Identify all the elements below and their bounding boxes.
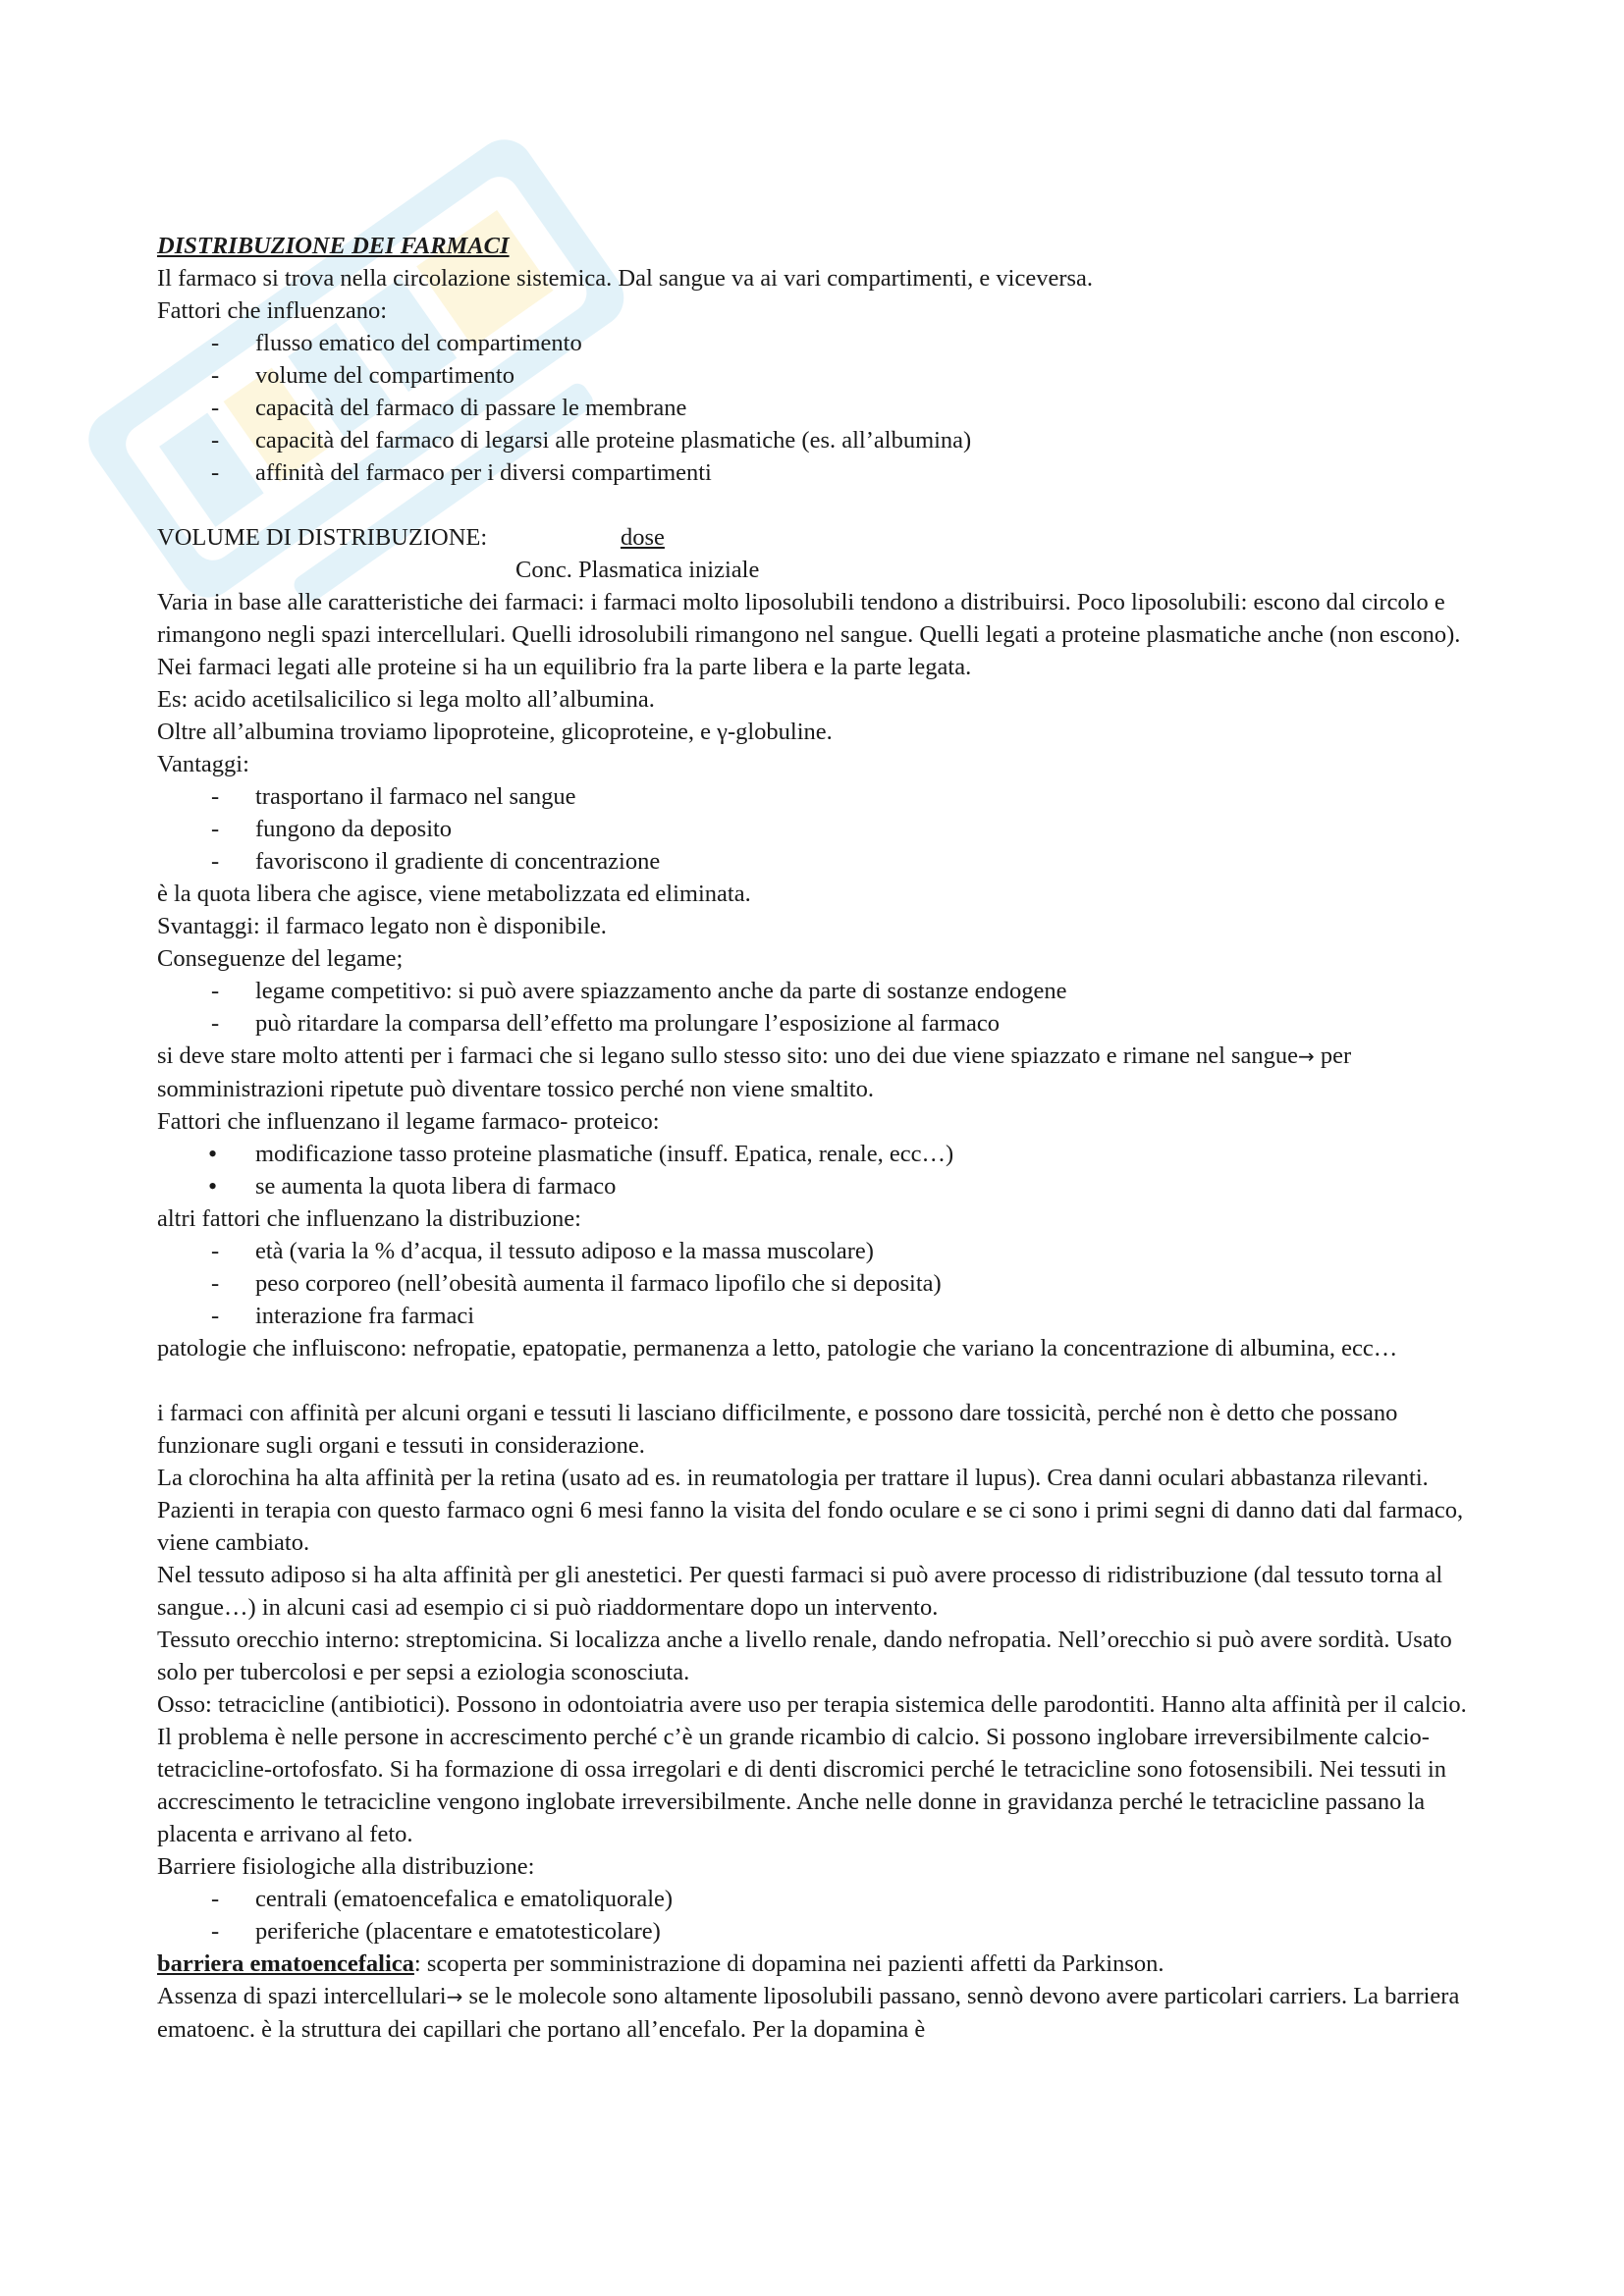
altri-label: altri fattori che influenzano la distribuzione: bbox=[157, 1205, 581, 1232]
list-item: - interazione fra farmaci bbox=[157, 1300, 1473, 1332]
list-item: - centrali (ematoencefalica e ematoliquorale) bbox=[157, 1883, 1473, 1915]
paragraph: Tessuto orecchio interno: streptomicina. Si localizza anche a livello renale, dando nefropatia. Nell’orecchio si può avere sordità. Usato solo per tubercolosi e per sepsi a eziologia sconosciuta. bbox=[157, 1627, 1452, 1685]
list-item: - può ritardare la comparsa dell’effetto ma prolungare l’esposizione al farmaco bbox=[157, 1007, 1473, 1040]
barriere-list bbox=[157, 1883, 1473, 1948]
volume-distribuzione-formula bbox=[157, 521, 1473, 554]
list-item: - peso corporeo (nell’obesità aumenta il farmaco lipofilo che si deposita) bbox=[157, 1267, 1473, 1300]
document-title: DISTRIBUZIONE DEI FARMACI bbox=[157, 233, 510, 259]
document-body bbox=[157, 230, 1473, 2046]
paragraph: Varia in base alle caratteristiche dei farmaci: i farmaci molto liposolubili tendono a distribuirsi. Poco liposolubili: escono dal circolo e rimangono negli spazi intercellulari. Quelli idrosolubili rimangono nel sangue. Quelli legati a proteine plasmatiche anche (non escono). bbox=[157, 589, 1461, 648]
list-item: - legame competitivo: si può avere spiazzamento anche da parte di sostanze endogene bbox=[157, 975, 1473, 1007]
paragraph: Svantaggi: il farmaco legato non è disponibile. bbox=[157, 913, 607, 939]
paragraph: Oltre all’albumina troviamo lipoproteine, glicoproteine, e γ-globuline. bbox=[157, 719, 833, 745]
list-item: - fungono da deposito bbox=[157, 813, 1473, 845]
list-item: - trasportano il farmaco nel sangue bbox=[157, 780, 1473, 813]
paragraph: Osso: tetracicline (antibiotici). Possono in odontoiatria avere uso per terapia sistemica delle parodontiti. Hanno alta affinità per il calcio. Il problema è nelle persone in accrescimento perché c’è un grande ricambio di calcio. Si possono inglobare irreversibilmente calcio-tetracicline-ortofosfato. Si ha formazione di ossa irregolari e di denti discromici perché le tetracicline sono fotosensibili. Nei tessuti in accrescimento le tetracicline vengono inglobate irreversibilmente. Anche nelle donne in gravidanza perché le tetracicline passano la placenta e arrivano al feto. bbox=[157, 1691, 1467, 1847]
paragraph: è la quota libera che agisce, viene metabolizzata ed eliminata. bbox=[157, 881, 751, 907]
fattori-legame-list bbox=[157, 1138, 1473, 1202]
paragraph: La clorochina ha alta affinità per la retina (usato ad es. in reumatologia per trattare il lupus). Crea danni oculari abbastanza rilevanti. Pazienti in terapia con questo farmaco ogni 6 mesi fanno la visita del fondo oculare e se ci sono i primi segni di danno dati dal farmaco, viene cambiato. bbox=[157, 1465, 1464, 1556]
list-item: • modificazione tasso proteine plasmatiche (insuff. Epatica, renale, ecc…) bbox=[157, 1138, 1473, 1170]
paragraph: Assenza di spazi intercellulari→ se le molecole sono altamente liposolubili passano, sennò devono avere particolari carriers. La barriera ematoenc. è la struttura dei capillari che portano all’encefalo. Per la dopamina è bbox=[157, 1983, 1460, 2043]
list-item: - capacità del farmaco di passare le membrane bbox=[157, 392, 1473, 424]
list-item: - volume del compartimento bbox=[157, 359, 1473, 392]
list-item: - flusso ematico del compartimento bbox=[157, 327, 1473, 359]
conseguenze-list bbox=[157, 975, 1473, 1040]
vd-numerator: dose bbox=[621, 524, 665, 551]
list-item: - favoriscono il gradiente di concentrazione bbox=[157, 845, 1473, 878]
factors-label: Fattori che influenzano: bbox=[157, 297, 388, 324]
vantaggi-label: Vantaggi: bbox=[157, 751, 249, 777]
vantaggi-list bbox=[157, 780, 1473, 878]
paragraph: patologie che influiscono: nefropatie, epatopatie, permanenza a letto, patologie che variano la concentrazione di albumina, ecc… bbox=[157, 1335, 1398, 1362]
arrow-right-icon: → bbox=[446, 1985, 463, 2008]
list-item: - periferiche (placentare e ematotesticolare) bbox=[157, 1915, 1473, 1948]
paragraph: si deve stare molto attenti per i farmaci che si legano sullo stesso sito: uno dei due viene spiazzato e rimane nel sangue→ per somministrazioni ripetute può diventare tossico perché non viene smaltito. bbox=[157, 1042, 1352, 1102]
intro-paragraph: Il farmaco si trova nella circolazione sistemica. Dal sangue va ai vari compartimenti, e viceversa. bbox=[157, 265, 1094, 292]
list-item: - età (varia la % d’acqua, il tessuto adiposo e la massa muscolare) bbox=[157, 1235, 1473, 1267]
arrow-right-icon: → bbox=[1298, 1044, 1315, 1068]
paragraph: barriera ematoencefalica: scoperta per somministrazione di dopamina nei pazienti affetti da Parkinson. bbox=[157, 1950, 1164, 1977]
paragraph: i farmaci con affinità per alcuni organi e tessuti li lasciano difficilmente, e possono dare tossicità, perché non è detto che possano funzionare sugli organi e tessuti in considerazione. bbox=[157, 1400, 1398, 1459]
list-item: - capacità del farmaco di legarsi alle proteine plasmatiche (es. all’albumina) bbox=[157, 424, 1473, 456]
factors-list bbox=[157, 327, 1473, 489]
vd-denominator: Conc. Plasmatica iniziale bbox=[515, 557, 760, 583]
altri-list bbox=[157, 1235, 1473, 1332]
conseguenze-label: Conseguenze del legame; bbox=[157, 945, 404, 972]
vd-label: VOLUME DI DISTRIBUZIONE: bbox=[157, 524, 488, 551]
barriere-label: Barriere fisiologiche alla distribuzione: bbox=[157, 1853, 535, 1880]
paragraph: Es: acido acetilsalicilico si lega molto all’albumina. bbox=[157, 686, 655, 713]
paragraph: Nel tessuto adiposo si ha alta affinità per gli anestetici. Per questi farmaci si può avere processo di ridistribuzione (dal tessuto torna al sangue…) in alcuni casi ad esempio ci si può riaddormentare dopo un intervento. bbox=[157, 1562, 1443, 1621]
paragraph: Nei farmaci legati alle proteine si ha un equilibrio fra la parte libera e la parte legata. bbox=[157, 654, 972, 680]
fattori-legame-label: Fattori che influenzano il legame farmaco- proteico: bbox=[157, 1108, 660, 1135]
list-item: - affinità del farmaco per i diversi compartimenti bbox=[157, 456, 1473, 489]
bee-term: barriera ematoencefalica bbox=[157, 1950, 414, 1977]
list-item: • se aumenta la quota libera di farmaco bbox=[157, 1170, 1473, 1202]
